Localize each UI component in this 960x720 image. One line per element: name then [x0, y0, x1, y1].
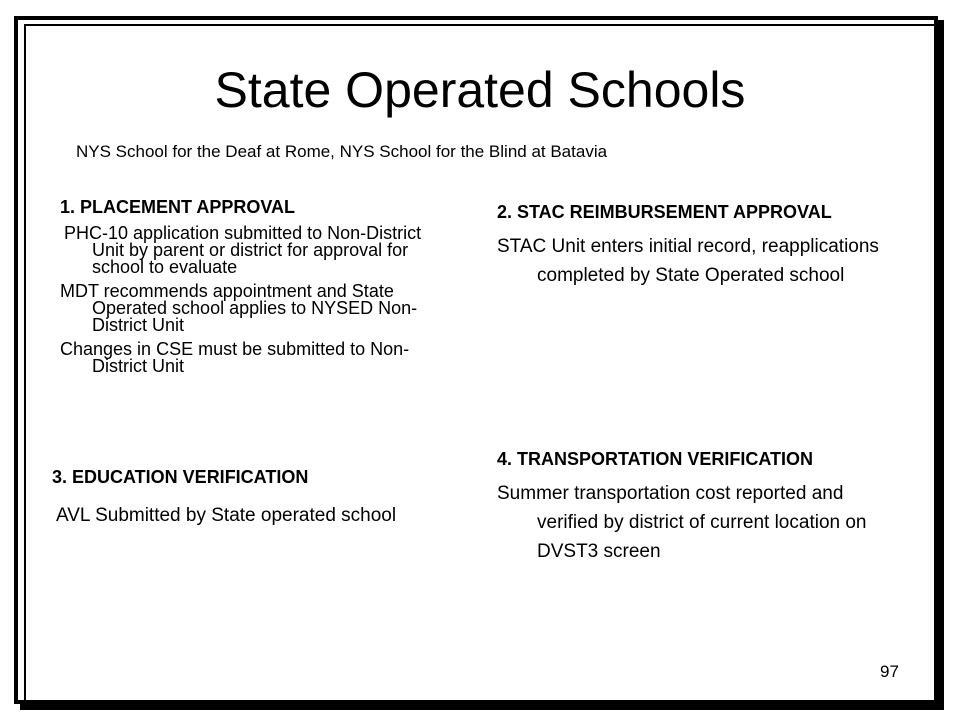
section-education-verification	[52, 465, 452, 530]
section-item: Summer transportation cost reported and verified by district of current location on DVST3 screen	[497, 483, 867, 562]
section-item: STAC Unit enters initial record, reapplications completed by State Operated school	[497, 236, 879, 286]
section-item: AVL Submitted by State operated school	[56, 505, 397, 526]
frame-shadow-right	[938, 20, 944, 710]
section-heading: 4. TRANSPORTATION VERIFICATION	[497, 449, 814, 469]
frame-shadow-bottom	[20, 704, 944, 710]
section-item: Changes in CSE must be submitted to Non-District Unit	[60, 339, 410, 376]
page-number: 97	[880, 662, 899, 681]
section-item: MDT recommends appointment and State Operated school applies to NYSED Non-District Unit	[60, 281, 418, 335]
section-heading: 3. EDUCATION VERIFICATION	[52, 467, 309, 487]
section-transportation-verification	[497, 445, 897, 566]
section-placement-approval	[58, 195, 458, 375]
section-stac-reimbursement-approval	[497, 198, 897, 290]
slide-subtitle: NYS School for the Deaf at Rome, NYS School for the Blind at Batavia	[76, 142, 608, 161]
slide-title: State Operated Schools	[214, 62, 746, 118]
section-heading: 1. PLACEMENT APPROVAL	[60, 197, 296, 217]
section-item: PHC-10 application submitted to Non-District Unit by parent or district for approval for school to evaluate	[64, 223, 422, 277]
section-heading: 2. STAC REIMBURSEMENT APPROVAL	[497, 202, 832, 222]
